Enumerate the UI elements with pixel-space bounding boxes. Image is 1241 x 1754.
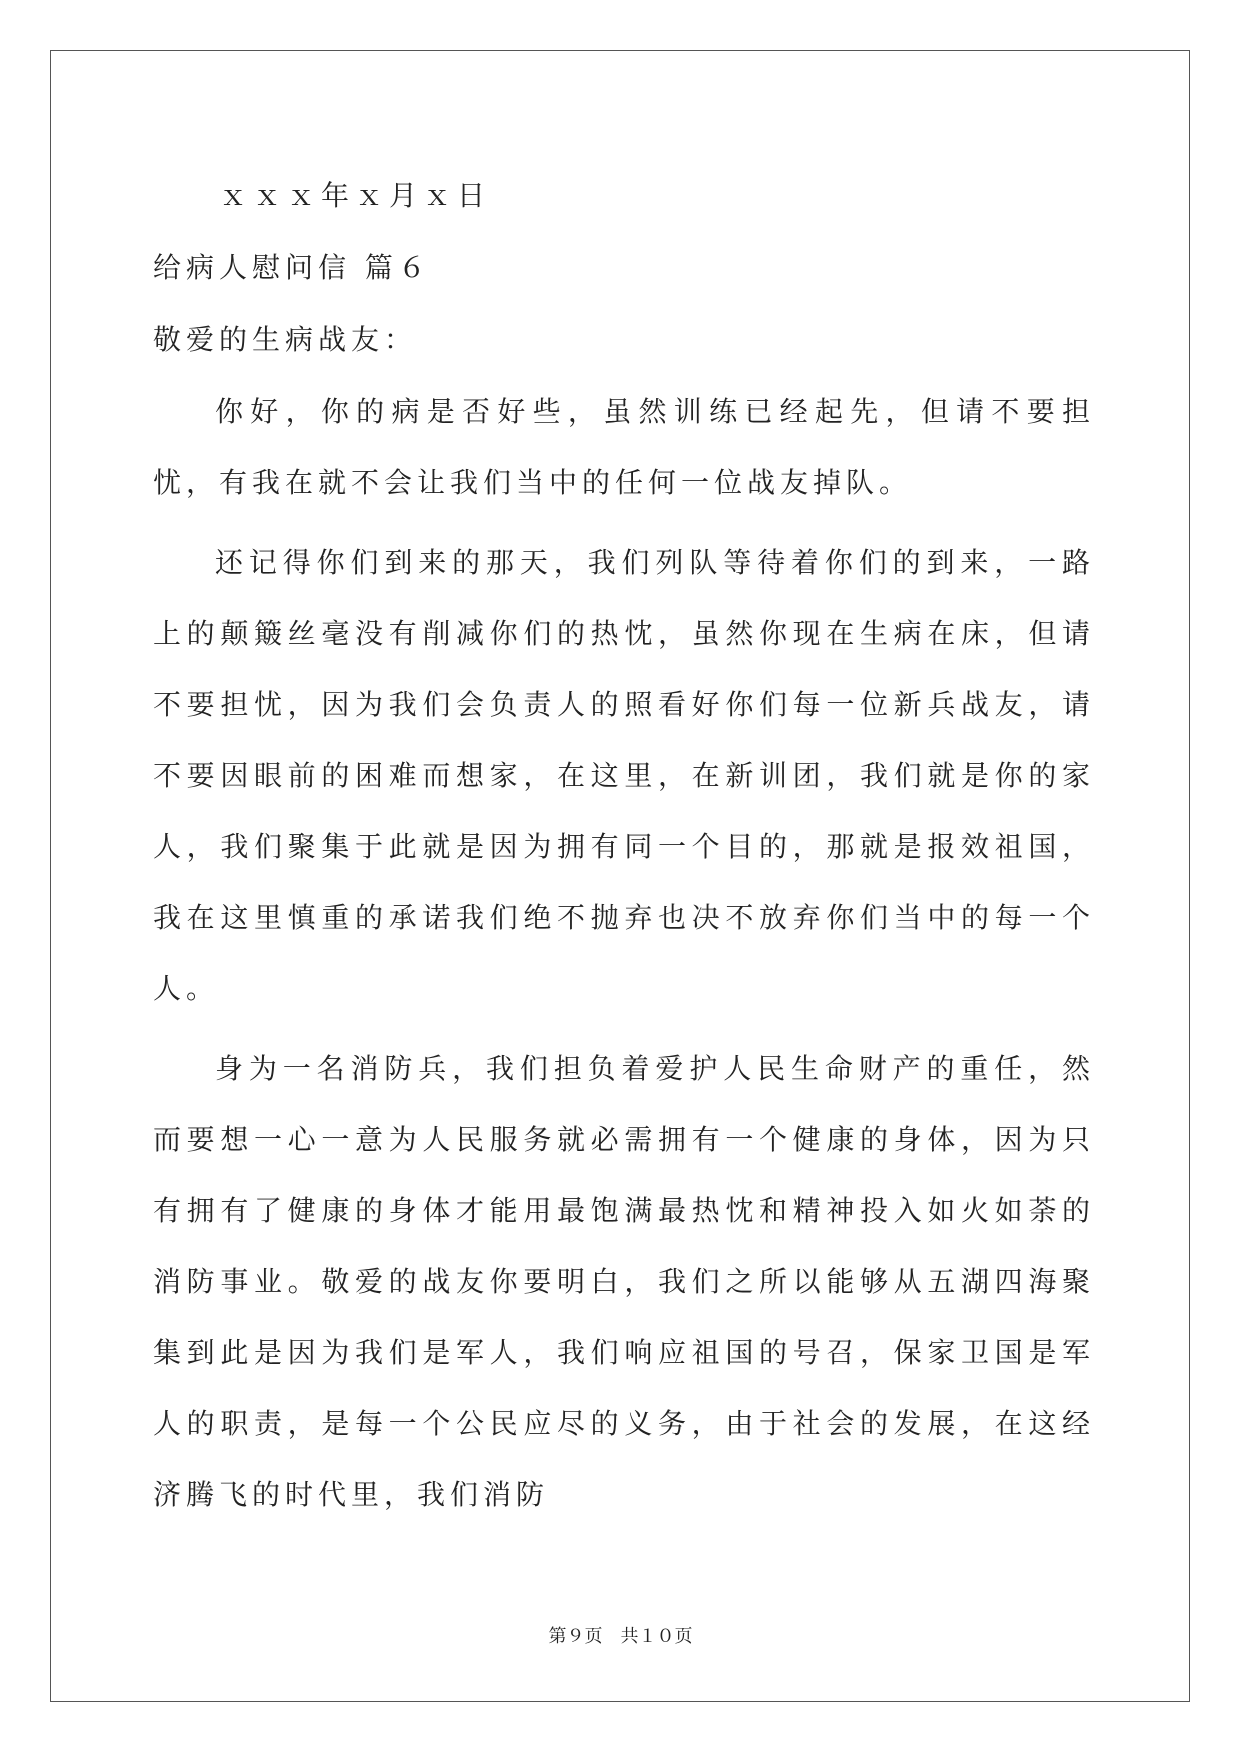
letter-heading: 给病人慰问信 篇６ [153, 251, 431, 284]
document-body [153, 160, 1093, 1539]
paragraph-3: 身为一名消防兵，我们担负着爱护人民生命财产的重任，然而要想一心一意为人民服务就必需拥有一个健康的身体，因为只有拥有了健康的身体才能用最饱满最热忱和精神投入如火如荼的消防事业。敬爱的战友你要明白，我们之所以能够从五湖四海聚集到此是因为我们是军人，我们响应祖国的号召，保家卫国是军人的职责，是每一个公民应尽的义务，由于社会的发展，在这经济腾飞的时代里，我们消防 [153, 1052, 1095, 1511]
paragraph-2: 还记得你们到来的那天，我们列队等待着你们的到来，一路上的颠簸丝毫没有削减你们的热忱，虽然你现在生病在床，但请不要担忧，因为我们会负责人的照看好你们每一位新兵战友，请不要因眼前的困难而想家，在这里，在新训团，我们就是你的家人，我们聚集于此就是因为拥有同一个目的，那就是报效祖国，我在这里慎重的承诺我们绝不抛弃也决不放弃你们当中的每一个人。 [153, 546, 1095, 1005]
salutation: 敬爱的生病战友： [153, 323, 418, 356]
paragraph-1: 你好，你的病是否好些，虽然训练已经起先，但请不要担忧，有我在就不会让我们当中的任何一位战友掉队。 [153, 395, 1095, 499]
date-line: ｘｘｘ年ｘ月ｘ日 [219, 179, 492, 212]
page-number-footer: 第９页 共１０页 [548, 1626, 693, 1647]
